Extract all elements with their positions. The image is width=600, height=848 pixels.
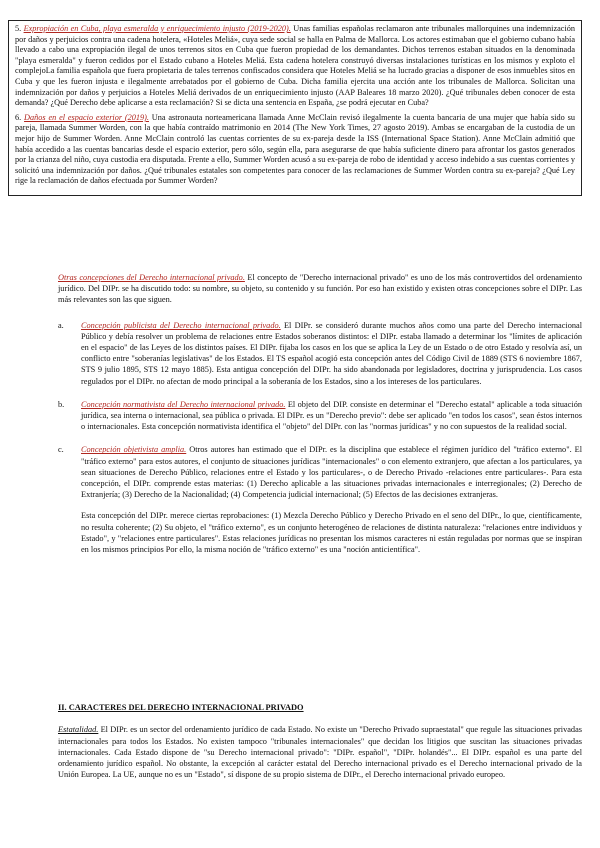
estatalidad-label: Estatalidad. bbox=[58, 725, 99, 735]
list-item-body: Otros autores han estimado que el DIPr. es la disciplina que establece el régimen jurídico del "tráfico externo". El "tráfico externo" para estos autores, el conjunto de situaciones jurídicas "internacionales" o con elemento extranjero, que afectan a los particulares, ya sean situaciones de Derecho Público, relaciones entre el Estado y los particulares-, o de Derecho Privado -relaciones entre particulares-. Para esta concepción, el DIPr. comprende estas materias: (1) Derecho aplicable a las situaciones privadas internacionales e interregionales; (2) Derecho de Extranjería; (3) Derecho de la Nacionalidad; (4) Competencia judicial internacional; (5) Efectos de las decisiones extranjeras. bbox=[81, 445, 583, 500]
list-item-body: El DIPr. se consideró durante muchos años como una parte del Derecho internacional Público y debía resolver un problema de relaciones entre Estados soberanos distintos: el DIPr. estaba llamado a determinar los "límites de aplicación en el espacio" de las Leyes de los distintos países. El DIPr. fijaba los casos en los que se aplica la Ley de un Estado o de otro Estado y resolvía así, un conflicto entre "soberanías legislativas" de los Estados. El TS español acogió esta concepción antes del Código Civil de 1889 (STS 6 noviembre 1867, STS 9 julio 1895, STS 12 mayo 1885). Esta antigua concepción del DIPr. ha sido abandonada por legisladores, doctrina y jurisprudencia. Los casos regulados por el DIPr. no afectan de modo principal a la soberanía de los Estados, sino a los intereses de los particulares. bbox=[81, 320, 583, 386]
list-item-text bbox=[81, 320, 582, 387]
list-item-letter: a. bbox=[58, 320, 64, 330]
section-intro-text: El concepto de "Derecho internacional privado" es uno de los más controvertidos del ordenamiento jurídico. Del DIPr. se ha discutido todo: su nombre, su objeto, su contenido y su función. Por eso han existido y existen otras concepciones sobre el DIPr. Las más relevantes son las que siguen. bbox=[58, 273, 582, 305]
case-5-title: Expropiación en Cuba, playa esmeralda y enriquecimiento injusto (2019-2020). bbox=[23, 24, 291, 33]
estatalidad-paragraph bbox=[58, 724, 582, 780]
case-6-body: Una astronauta norteamericana llamada Anne McClain revisó ilegalmente la cuenta bancaria de una mujer que había sido su pareja, llamada Summer Worden, con la que había contraído matrimonio en 2014 (The New York Times, 27 agosto 2019). Ambas se encargaban de la custodia de un mejor hijo de Summer Worden. Anne McClain controló las cuentas corrientes de su ex-pareja desde la ISS (International Space Station). Anne McClain admitió que había accedido a las cuentas bancarias desde el espacio exterior, pero sólo, según ella, para asegurarse de que había suficiente dinero para afrontar los gastos generados por la crianza del niño, cuya custodia era disputada. Frente a ello, Summer Worden acusó a su ex-pareja de robo de identidad y acceso indebido a sus cuentas corrientes y solicitó una indemnización por daños. ¿Qué tribunales estatales son competentes para conocer de las reclamaciones de Summer Worden contra su ex-pareja? ¿Qué Ley rige la reclamación de daños efectuada por Summer Worden? bbox=[15, 112, 575, 186]
concepciones-section bbox=[58, 272, 582, 567]
list-item-a bbox=[58, 320, 582, 387]
case-5-number: 5. bbox=[15, 24, 22, 33]
estatalidad-body: El DIPr. es un sector del ordenamiento jurídico de cada Estado. No existe un "Derecho Privado supraestatal" que regule las situaciones privadas internacionales para todos los Estados. No existen tampoco "tribunales internacionales" que decidan los litigios que suscitan las situaciones privadas internacionales. Cada Estado dispone de "su Derecho internacional privado": "DIPr. español", "DIPr. holandés"... El DIPr. español es una parte del ordenamiento jurídico español. No obstante, la excepción al carácter estatal del Derecho internacional privado es el Derecho internacional privado de la Unión Europea. La UE, aunque no es un "Estado", sí dispone de su propio sistema de DIPr., el Derecho internacional privado europeo. bbox=[58, 725, 582, 780]
list-item-body: El objeto del DIP. consiste en determinar el "Derecho estatal" aplicable a toda situación jurídica, sea interna o internacional, sea pública o privada. El DIPr. es un "Derecho previo": debe ser aplicado "en todos los casos", sean éstos internos o internacionales. Esta concepción normativista identifica el "objeto" del DIPr. con las "normas jurídicas" y no con supuestos de la realidad social. bbox=[81, 399, 582, 432]
list-item-subparagraph: Esta concepción del DIPr. merece ciertas reprobaciones: (1) Mezcla Derecho Público y Derecho Privado en el seno del DIPr., lo que, científicamente, no resulta coherente; (2) Su objeto, el "tráfico externo", es un conjunto heterogéneo de relaciones de distinta naturaleza: "relaciones entre individuos y Estado", y "relaciones entre particulares". Estas relaciones jurídicas no presentan los mismos caracteres ni están reguladas por normas que se inspiran en los mismos principios Por ello, la misma noción de "tráfico externo" es una "noción anticientífica". bbox=[81, 511, 582, 555]
list-item-text bbox=[81, 399, 582, 433]
case-box bbox=[8, 20, 582, 196]
case-6-number: 6. bbox=[15, 112, 22, 122]
case-6 bbox=[15, 113, 575, 187]
list-item-c bbox=[58, 444, 582, 555]
section-intro bbox=[58, 272, 582, 306]
list-item-letter: b. bbox=[58, 399, 65, 409]
list-item-title: Concepción publicista del Derecho internacional privado. bbox=[81, 320, 281, 330]
case-5 bbox=[15, 24, 575, 109]
chapter-heading: II. CARACTERES DEL DERECHO INTERNACIONAL PRIVADO bbox=[58, 703, 304, 712]
case-5-body: Unas familias españolas reclamaron ante tribunales mallorquines una indemnización por daños y perjuicios contra una cadena hotelera, «Hoteles Meliá», cuya sede social se halla en Palma de Mallorca. Los actores estimaban que el gobierno cubano había llevado a cabo una expropiación ilegal de unos terrenos sitos en Cuba que fueron propiedad de los demandantes. Dichos terrenos estaban situados en la denominada "playa esmeralda" y fueron cedidos por el Estado cubano a Hoteles Meliá. Esta cadena hotelera construyó diversas instalaciones turísticas en los mismos y exploto el complejoLa familia española que fuera propietaria de tales terrenos confiscados considera que Hoteles Meliá se ha lucrado gracias a disponer de esos inmuebles sitos en Cuba y que les fueron injusta e ilegalmente arrebatados por el gobierno de Cuba. Dicha familia ejercita una acción ante los tribunales de Mallorca. Solicitan una indemnización por daños y perjuicios a Hoteles Meliá derivados de un enriquecimiento injusto (AAP Baleares 18 marzo 2020). ¿Qué tribunales deben conocer de esta demanda? ¿Qué Derecho debe aplicarse a esta reclamación? Si se dicta una sentencia en España, ¿se podrá ejecutar en Cuba? bbox=[15, 24, 575, 108]
list-item-title: Concepción normativista del Derecho internacional privado. bbox=[81, 399, 286, 409]
list-item-letter: c. bbox=[58, 445, 64, 455]
section-title: Otras concepciones del Derecho internacional privado. bbox=[58, 273, 245, 282]
list-item-b bbox=[58, 399, 582, 433]
list-item-text bbox=[81, 444, 582, 500]
list-item-title: Concepción objetivista amplia. bbox=[81, 445, 187, 455]
case-6-title: Daños en el espacio exterior (2019). bbox=[24, 112, 149, 122]
